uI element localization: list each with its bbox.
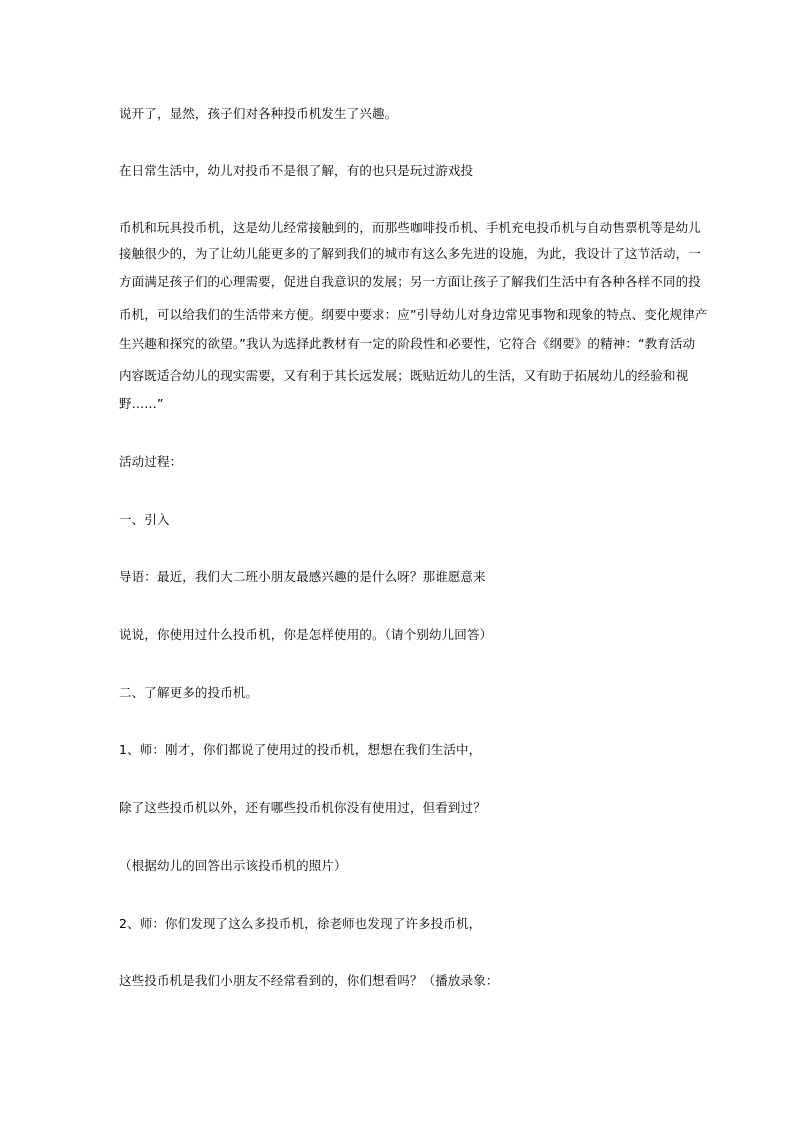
paragraph-line: 这些投币机是我们小朋友不经常看到的，你们想看吗？（播放录象：	[119, 973, 499, 988]
paragraph-line: 导语：最近，我们大二班小朋友最感兴趣的是什么呀？那谁愿意来	[119, 569, 486, 584]
section-heading: 活动过程：	[119, 454, 183, 469]
paragraph-line: 说说，你使用过什么投币机，你是怎样使用的。（请个别幼儿回答）	[119, 627, 493, 642]
paragraph-line: 1、师：刚才，你们都说了使用过的投币机，想想在我们生活中，	[119, 742, 482, 757]
paragraph-line: 生兴趣和探究的欲望。”我认为选择此教材有一定的阶段性和必要性，它符合《纲要》的精神：“教育活动	[119, 336, 696, 351]
paragraph-line: 币机和玩具投币机，这是幼儿经常接触到的，而那些咖啡投币机、手机充电投币机与自动售票机等是幼儿	[119, 220, 701, 235]
paragraph-line: 野……”	[119, 396, 164, 411]
paragraph-line: 方面满足孩子们的心理需要，促进自我意识的发展；另一方面让孩子了解我们生活中有各种各样不同的投	[119, 274, 701, 289]
paragraph-line: 在日常生活中，幼儿对投币不是很了解，有的也只是玩过游戏投	[119, 163, 474, 178]
paragraph-line: 除了这些投币机以外，还有哪些投币机你没有使用过，但看到过？	[119, 800, 486, 815]
section-heading: 一、引入	[119, 512, 170, 527]
paragraph-line: 接触很少的，为了让幼儿能更多的了解到我们的城市有这么多先进的设施，为此，我设计了这节活动，一	[119, 246, 701, 261]
section-heading: 二、了解更多的投币机。	[119, 685, 259, 700]
paragraph-line: 说开了，显然，孩子们对各种投币机发生了兴趣。	[119, 106, 398, 121]
paragraph-line: 币机，可以给我们的生活带来方便。纲要中要求：应”引导幼儿对身边常见事物和现象的特点、变化规律产	[119, 307, 708, 322]
paragraph-line: （根据幼儿的回答出示该投币机的照片）	[119, 858, 347, 873]
paragraph-line: 2、师：你们发现了这么多投币机，徐老师也发现了许多投币机，	[119, 916, 482, 931]
paragraph-line: 内容既适合幼儿的现实需要，又有利于其长远发展；既贴近幼儿的生活，又有助于拓展幼儿的经验和视	[119, 368, 689, 383]
